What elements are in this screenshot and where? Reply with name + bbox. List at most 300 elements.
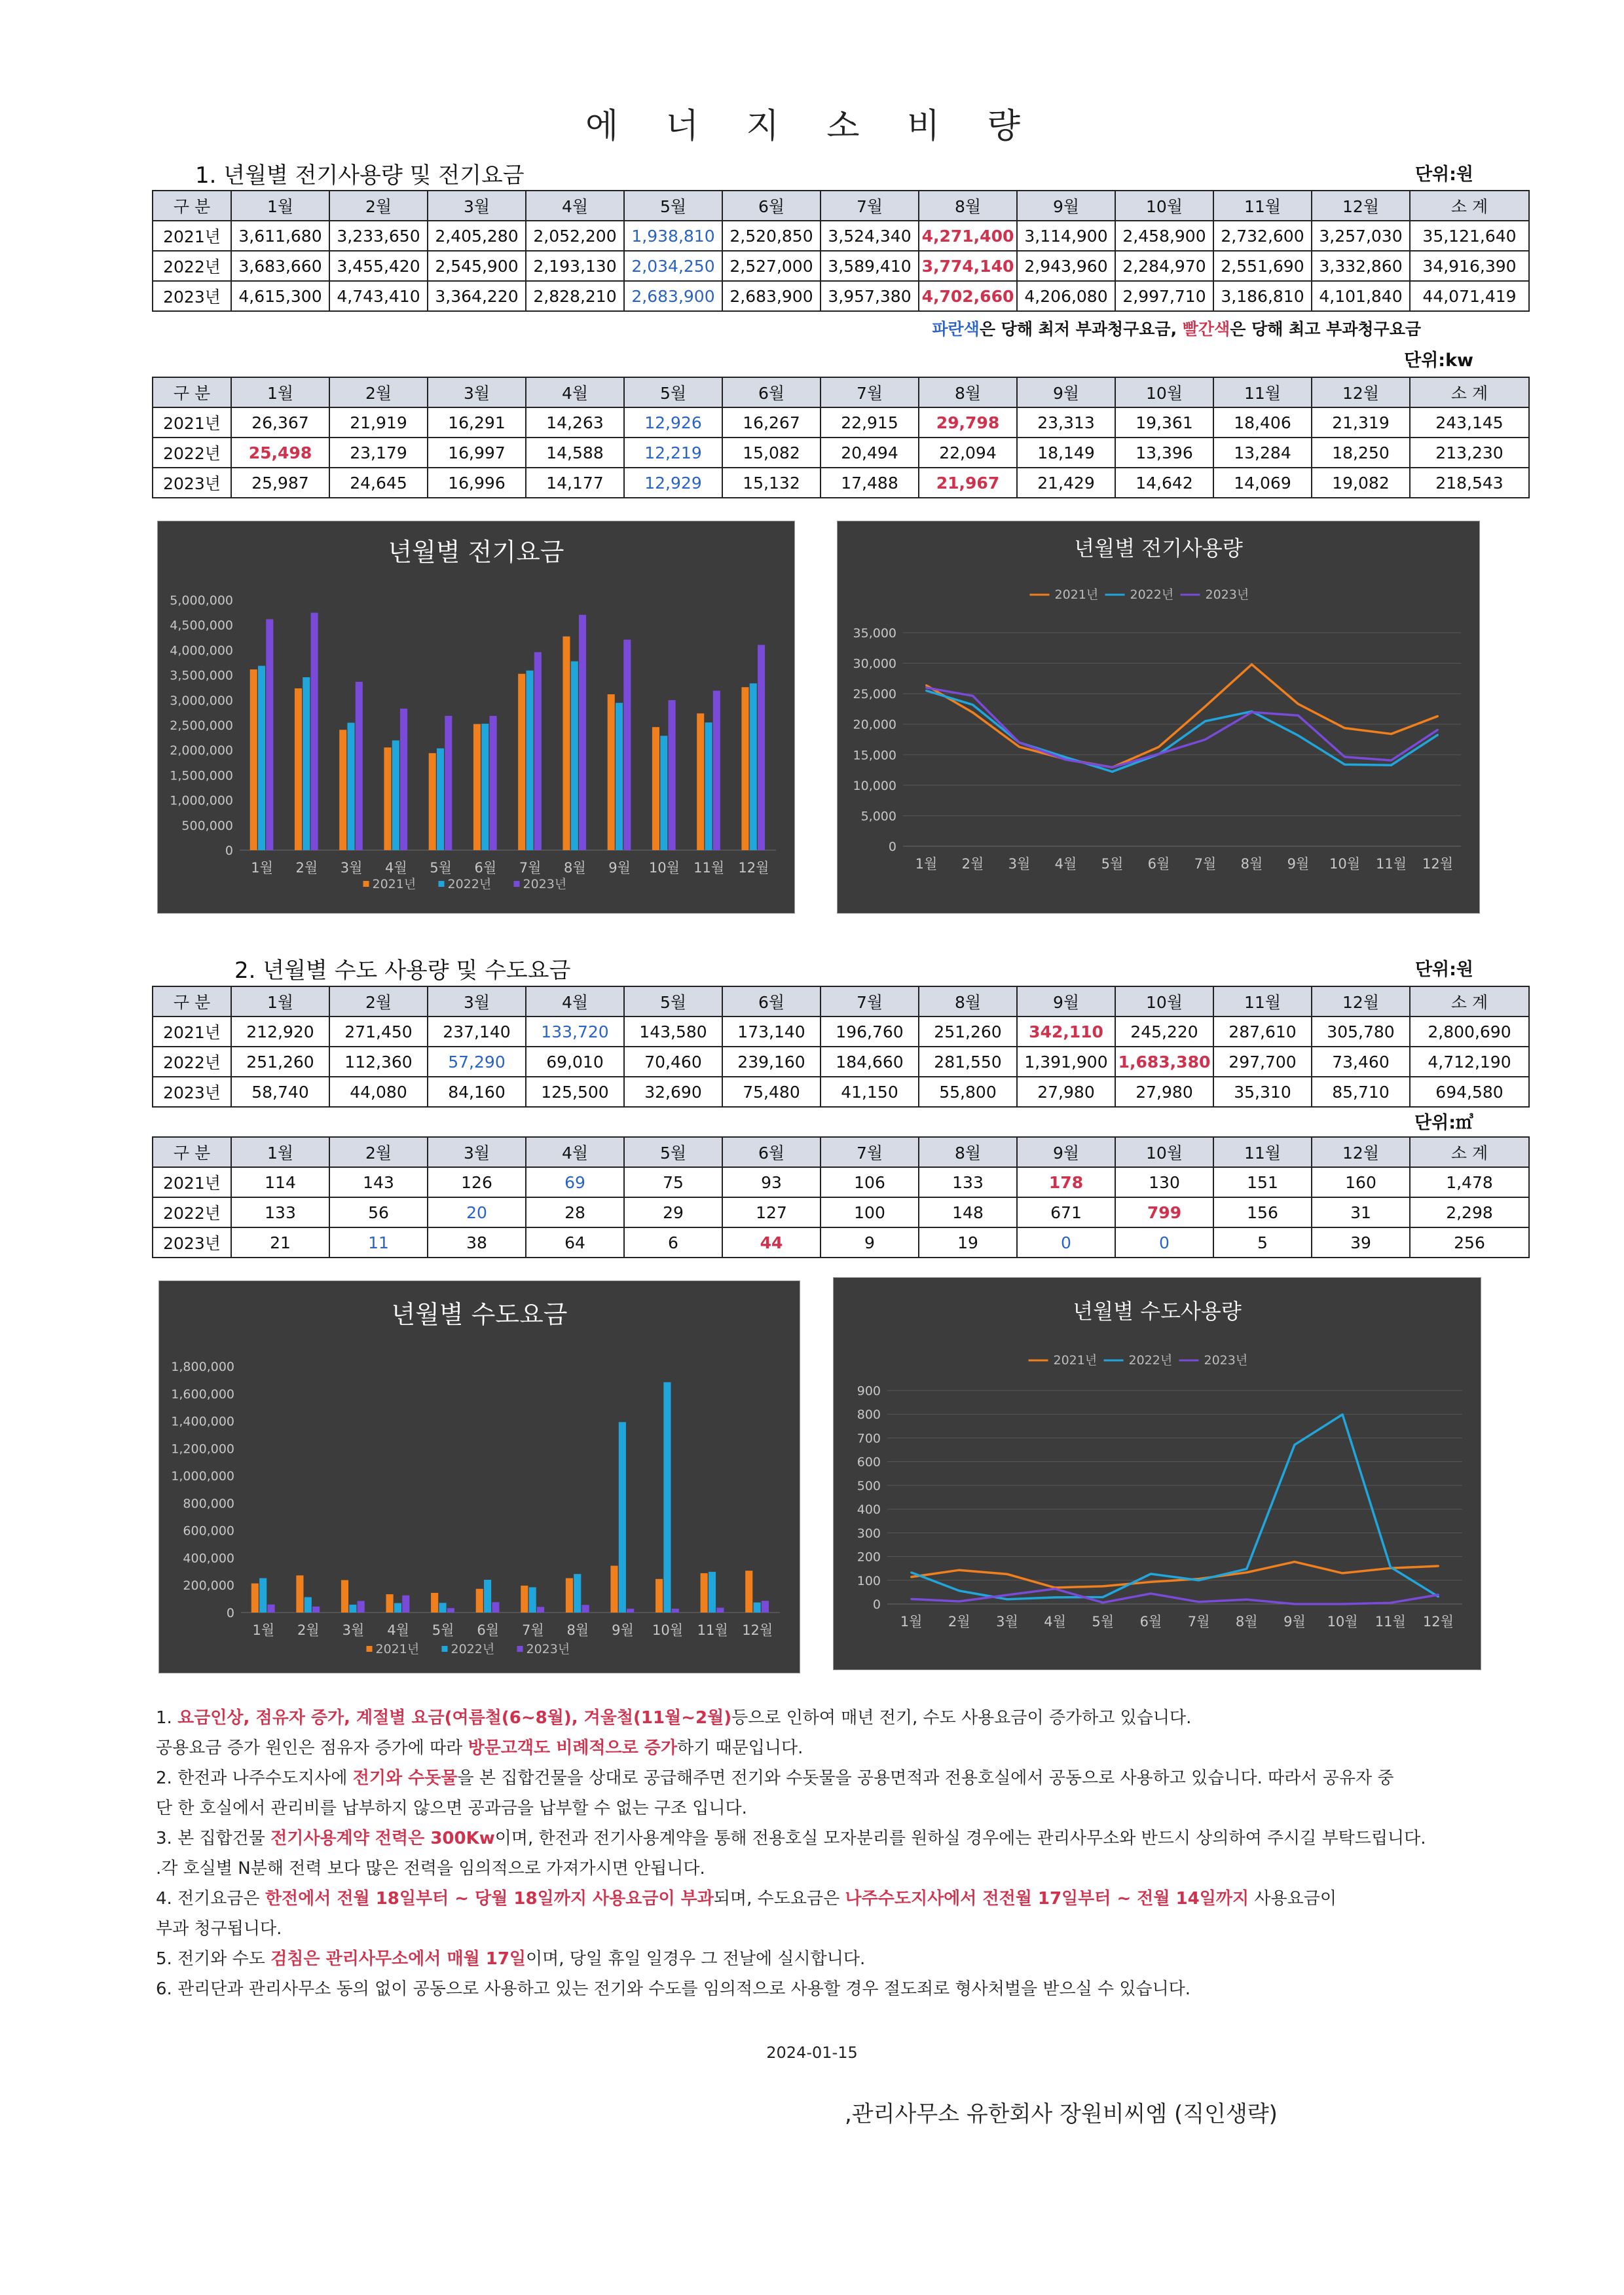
y-tick-label: 500,000 [181, 818, 233, 833]
table-cell: 1,391,900 [1017, 1047, 1115, 1077]
note-line [156, 1944, 1518, 1974]
data-point [1006, 1573, 1008, 1575]
table-cell: 15,132 [722, 468, 821, 498]
data-point [1018, 746, 1020, 748]
x-tick-label: 1월 [900, 1614, 923, 1630]
water-fee-table [152, 986, 1530, 1108]
legend-swatch [514, 881, 520, 887]
column-header: 5월 [624, 986, 722, 1017]
color-legend-note [655, 316, 1421, 340]
table-cell: 2,683,900 [624, 281, 722, 311]
bar-2023년 [534, 652, 542, 850]
x-tick-label: 5월 [432, 1622, 454, 1638]
bar-2022년 [750, 683, 757, 850]
table-cell: 156 [1213, 1197, 1312, 1227]
column-header: 11월 [1213, 377, 1312, 407]
data-point [1150, 1573, 1152, 1575]
column-header: 소 계 [1410, 1137, 1529, 1167]
bar-2022년 [481, 724, 489, 850]
data-point [1054, 1596, 1056, 1598]
bar-2023년 [400, 709, 407, 850]
data-point [1390, 1566, 1392, 1568]
table-cell: 25,498 [231, 438, 329, 468]
column-header: 7월 [821, 1137, 919, 1167]
table-cell: 239,160 [722, 1047, 821, 1077]
chart-title: 년월별 수도사용량 [1073, 1299, 1242, 1324]
column-header: 소 계 [1410, 377, 1529, 407]
legend-label: 2023년 [1205, 588, 1249, 602]
table-cell: 245,220 [1115, 1017, 1213, 1047]
data-point [1204, 705, 1206, 707]
bar-2021년 [473, 724, 481, 850]
bar-2021년 [521, 1586, 528, 1613]
table-cell: 24,645 [329, 468, 428, 498]
note-text: 되며, 수도요금은 [713, 1889, 845, 1909]
column-header: 11월 [1213, 191, 1312, 221]
note-text: 6. 관리단과 관리사무소 동의 없이 공동으로 사용하고 있는 전기와 수도를 임의적으로 사용할 경우 절도죄로 형사처벌을 받으실 수 있습니다. [156, 1979, 1191, 1999]
x-tick-label: 7월 [521, 1622, 544, 1638]
data-point [972, 704, 974, 706]
table-cell: 1,478 [1410, 1167, 1529, 1197]
data-point [1390, 1602, 1392, 1604]
legend-swatch [367, 1646, 373, 1652]
table-cell: 29 [624, 1197, 722, 1227]
legend-label: 2022년 [1128, 1353, 1173, 1368]
note-highlight: 요금인상, 점유자 증가, 계절별 요금(여름철(6~8월), 겨울철(11월~2월) [177, 1708, 732, 1728]
x-tick-label: 9월 [1287, 856, 1310, 872]
note-line [156, 1974, 1518, 2004]
column-header: 5월 [624, 1137, 722, 1167]
legend-label: 2023년 [523, 877, 567, 891]
x-tick-label: 9월 [1283, 1614, 1306, 1630]
legend-red-text: 은 당해 최고 부과청구요금 [1230, 320, 1421, 339]
table-cell: 21,967 [919, 468, 1017, 498]
table-cell: 3,524,340 [821, 221, 919, 251]
row-year: 2022년 [153, 1047, 231, 1077]
y-tick-label: 300 [857, 1526, 881, 1541]
data-point [1390, 733, 1392, 735]
column-header: 4월 [526, 191, 624, 221]
data-point [958, 1590, 960, 1592]
note-highlight: 방문고객도 비례적으로 증가 [468, 1738, 678, 1758]
table-cell: 6 [624, 1227, 722, 1258]
note-text: 2. 한전과 나주수도지사에 [156, 1768, 353, 1788]
row-year: 2022년 [153, 438, 231, 468]
data-point [1293, 1561, 1295, 1563]
table-cell: 2,527,000 [722, 251, 821, 281]
table-cell: 237,140 [428, 1017, 526, 1047]
column-header: 11월 [1213, 1137, 1312, 1167]
column-header: 4월 [526, 1137, 624, 1167]
table-cell: 2,551,690 [1213, 251, 1312, 281]
bar-2022년 [660, 736, 667, 850]
data-point [1297, 715, 1299, 717]
data-point [1150, 1581, 1152, 1583]
x-tick-label: 2월 [297, 1622, 320, 1638]
column-header: 8월 [919, 377, 1017, 407]
x-tick-label: 7월 [1187, 1614, 1210, 1630]
y-tick-label: 3,500,000 [170, 668, 233, 683]
table-cell: 21,919 [329, 407, 428, 438]
column-header: 10월 [1115, 377, 1213, 407]
table-cell: 5 [1213, 1227, 1312, 1258]
data-point [1437, 1594, 1439, 1595]
legend-label: 2023년 [526, 1642, 570, 1656]
row-year: 2023년 [153, 1077, 231, 1107]
x-tick-label: 11월 [693, 860, 725, 876]
data-point [1437, 715, 1439, 717]
table-cell: 29,798 [919, 407, 1017, 438]
table-cell: 38 [428, 1227, 526, 1258]
note-text: 5. 전기와 수도 [156, 1949, 271, 1969]
y-tick-label: 1,500,000 [170, 768, 233, 783]
column-header: 5월 [624, 191, 722, 221]
note-text: 부과 청구됩니다. [156, 1919, 282, 1939]
bar-2023년 [669, 700, 676, 850]
row-year: 2021년 [153, 221, 231, 251]
table-cell: 243,145 [1410, 407, 1529, 438]
table-cell: 44,080 [329, 1077, 428, 1107]
table-cell: 3,957,380 [821, 281, 919, 311]
table-cell: 27,980 [1017, 1077, 1115, 1107]
row-year: 2022년 [153, 251, 231, 281]
column-header: 소 계 [1410, 986, 1529, 1017]
column-header: 4월 [526, 377, 624, 407]
column-header: 3월 [428, 1137, 526, 1167]
bar-2022년 [529, 1587, 536, 1613]
column-header: 2월 [329, 1137, 428, 1167]
bar-2023년 [445, 716, 452, 850]
table-cell: 4,101,840 [1312, 281, 1410, 311]
table-cell: 213,230 [1410, 438, 1529, 468]
table-cell: 17,488 [821, 468, 919, 498]
table-cell: 15,082 [722, 438, 821, 468]
bar-2023년 [311, 613, 318, 850]
data-point [1342, 1572, 1344, 1574]
x-tick-label: 4월 [385, 860, 407, 876]
table-cell: 25,987 [231, 468, 329, 498]
table-cell: 3,114,900 [1017, 221, 1115, 251]
row-year: 2023년 [153, 468, 231, 498]
series-line-2021년 [912, 1562, 1439, 1588]
table-row [153, 1077, 1529, 1107]
bar-2022년 [754, 1603, 761, 1613]
table-cell: 305,780 [1312, 1017, 1410, 1047]
bar-2023년 [490, 716, 497, 850]
note-text: 이며, 당일 휴일 일경우 그 전날에 실시합니다. [526, 1949, 866, 1969]
column-header: 2월 [329, 986, 428, 1017]
row-year: 2021년 [153, 1167, 231, 1197]
y-tick-label: 30,000 [853, 656, 896, 671]
document-date: 2024-01-15 [766, 2043, 858, 2062]
data-point [910, 1571, 912, 1573]
data-point [1102, 1585, 1104, 1587]
y-tick-label: 700 [857, 1431, 881, 1446]
table-cell: 58,740 [231, 1077, 329, 1107]
table-row [153, 468, 1529, 498]
y-tick-label: 35,000 [853, 626, 896, 641]
bar-2022년 [663, 1382, 671, 1613]
bar-2023년 [358, 1601, 365, 1613]
chart-title: 년월별 수도요금 [391, 1300, 568, 1329]
note-line [156, 1703, 1518, 1733]
data-point [1342, 1603, 1344, 1605]
table-cell: 0 [1017, 1227, 1115, 1258]
bar-2022년 [709, 1572, 716, 1613]
x-tick-label: 8월 [564, 860, 586, 876]
table-cell: 28 [526, 1197, 624, 1227]
bar-2023년 [579, 615, 586, 850]
bar-2021년 [429, 753, 436, 850]
column-header: 10월 [1115, 986, 1213, 1017]
signature: ,관리사무소 유한회사 장원비씨엠 (직인생략) [845, 2101, 1278, 2127]
note-line [156, 1763, 1518, 1793]
table-cell: 3,257,030 [1312, 221, 1410, 251]
table-cell: 75 [624, 1167, 722, 1197]
water-fee-chart [158, 1280, 800, 1673]
y-tick-label: 500 [857, 1478, 881, 1493]
table-cell: 73,460 [1312, 1047, 1410, 1077]
note-text: 이며, 한전과 전기사용계약을 통해 전용호실 모자분리를 원하실 경우에는 관리사무소와 반드시 상의하여 주시길 부탁드립니다. [494, 1829, 1426, 1848]
table-cell: 297,700 [1213, 1047, 1312, 1077]
bar-2023년 [492, 1602, 499, 1613]
x-tick-label: 6월 [1139, 1614, 1162, 1630]
table-cell: 69 [526, 1167, 624, 1197]
bar-2022년 [394, 1603, 401, 1613]
legend-label: 2021년 [1053, 1353, 1098, 1368]
column-header: 12월 [1312, 377, 1410, 407]
bar-2021년 [431, 1593, 438, 1613]
data-point [1150, 1593, 1152, 1595]
legend-label: 2022년 [1130, 588, 1174, 602]
bar-2023년 [716, 1608, 724, 1613]
bar-2023년 [537, 1607, 544, 1613]
table-cell: 4,206,080 [1017, 281, 1115, 311]
y-tick-label: 200 [857, 1550, 881, 1565]
table-cell: 271,450 [329, 1017, 428, 1047]
table-row [153, 251, 1529, 281]
table-cell: 14,588 [526, 438, 624, 468]
table-cell: 4,615,300 [231, 281, 329, 311]
column-header: 1월 [231, 377, 329, 407]
data-point [1344, 756, 1346, 758]
table-cell: 2,732,600 [1213, 221, 1312, 251]
table-cell: 0 [1115, 1227, 1213, 1258]
data-point [1018, 741, 1020, 743]
data-point [1204, 739, 1206, 741]
table-cell: 22,094 [919, 438, 1017, 468]
x-tick-label: 5월 [430, 860, 452, 876]
y-tick-label: 5,000 [860, 809, 896, 824]
bar-2022년 [347, 722, 354, 850]
bar-2023년 [447, 1608, 454, 1613]
y-tick-label: 20,000 [853, 717, 896, 732]
bar-2021년 [652, 727, 659, 850]
table-cell: 18,250 [1312, 438, 1410, 468]
x-tick-label: 8월 [1240, 856, 1263, 872]
data-point [1293, 1603, 1295, 1605]
y-tick-label: 900 [857, 1384, 881, 1398]
x-tick-label: 7월 [519, 860, 542, 876]
column-header: 2월 [329, 191, 428, 221]
section1-usage-unit: 단위:kw [1404, 350, 1473, 371]
table-cell: 2,800,690 [1410, 1017, 1529, 1047]
data-point [1006, 1594, 1008, 1596]
note-text: 사용요금이 [1249, 1889, 1337, 1909]
x-tick-label: 5월 [1101, 856, 1124, 872]
chart-title: 년월별 전기요금 [388, 538, 564, 567]
x-tick-label: 10월 [1327, 1614, 1358, 1630]
column-header: 구 분 [153, 986, 231, 1017]
note-text: 4. 전기요금은 [156, 1889, 265, 1909]
electricity-fee-table [152, 190, 1530, 312]
x-tick-label: 6월 [477, 1622, 500, 1638]
table-cell: 23,179 [329, 438, 428, 468]
column-header: 구 분 [153, 377, 231, 407]
table-cell: 18,406 [1213, 407, 1312, 438]
bar-2022년 [484, 1580, 491, 1613]
y-tick-label: 200,000 [183, 1578, 234, 1594]
table-cell: 112,360 [329, 1047, 428, 1077]
note-text: .각 호실별 N분해 전력 보다 많은 전력을 임의적으로 가져가시면 안됩니다. [156, 1859, 705, 1878]
table-cell: 281,550 [919, 1047, 1017, 1077]
bar-2021년 [701, 1573, 708, 1613]
x-tick-label: 10월 [648, 860, 680, 876]
column-header: 9월 [1017, 986, 1115, 1017]
table-cell: 19,082 [1312, 468, 1410, 498]
table-cell: 4,712,190 [1410, 1047, 1529, 1077]
column-header: 2월 [329, 377, 428, 407]
table-cell: 3,589,410 [821, 251, 919, 281]
table-cell: 2,052,200 [526, 221, 624, 251]
bar-2022년 [526, 671, 533, 850]
y-tick-label: 15,000 [853, 748, 896, 763]
data-point [1437, 1565, 1439, 1567]
y-tick-label: 2,500,000 [170, 718, 233, 733]
x-tick-label: 6월 [474, 860, 497, 876]
bar-2021년 [476, 1589, 483, 1613]
bar-2021년 [339, 730, 346, 850]
table-cell: 14,069 [1213, 468, 1312, 498]
bar-2022년 [349, 1605, 356, 1613]
series-line-2023년 [912, 1589, 1439, 1604]
x-tick-label: 11월 [1375, 856, 1407, 872]
row-year: 2021년 [153, 1017, 231, 1047]
bar-2023년 [713, 691, 720, 850]
bar-2023년 [356, 682, 363, 850]
y-tick-label: 1,600,000 [171, 1387, 234, 1402]
table-cell: 4,702,660 [919, 281, 1017, 311]
table-cell: 1,938,810 [624, 221, 722, 251]
data-point [1111, 766, 1113, 768]
x-tick-label: 10월 [1329, 856, 1361, 872]
note-highlight: 검침은 관리사무소에서 매월 17일 [270, 1949, 526, 1969]
table-cell: 69,010 [526, 1047, 624, 1077]
bar-2021년 [745, 1571, 752, 1613]
x-tick-label: 2월 [295, 860, 318, 876]
table-cell: 148 [919, 1197, 1017, 1227]
bar-2021년 [296, 1575, 303, 1613]
section2-usage-unit: 단위:㎥ [1414, 1113, 1473, 1133]
table-cell: 85,710 [1312, 1077, 1410, 1107]
table-cell: 20,494 [821, 438, 919, 468]
data-point [1251, 711, 1253, 713]
note-line [156, 1733, 1518, 1763]
water-usage-table [152, 1136, 1530, 1258]
bar-2023년 [266, 619, 273, 850]
table-cell: 12,929 [624, 468, 722, 498]
table-cell: 3,364,220 [428, 281, 526, 311]
column-header: 3월 [428, 986, 526, 1017]
table-cell: 2,520,850 [722, 221, 821, 251]
x-tick-label: 4월 [1054, 856, 1077, 872]
legend-label: 2021년 [372, 877, 416, 891]
table-cell: 21 [231, 1227, 329, 1258]
bar-2021년 [250, 669, 257, 850]
data-point [1390, 764, 1392, 766]
bar-2021년 [610, 1566, 618, 1613]
table-cell: 20 [428, 1197, 526, 1227]
table-cell: 14,263 [526, 407, 624, 438]
data-point [1437, 734, 1439, 736]
legend-label: 2021년 [375, 1642, 420, 1656]
data-point [1198, 1579, 1200, 1581]
table-cell: 32,690 [624, 1077, 722, 1107]
column-header: 3월 [428, 191, 526, 221]
bar-2022년 [258, 666, 265, 850]
y-tick-label: 0 [872, 1597, 881, 1612]
table-cell: 21,429 [1017, 468, 1115, 498]
table-cell: 19,361 [1115, 407, 1213, 438]
table-cell: 251,260 [231, 1047, 329, 1077]
column-header: 6월 [722, 986, 821, 1017]
column-header: 1월 [231, 191, 329, 221]
note-text: 단 한 호실에서 관리비를 납부하지 않으면 공과금을 납부할 수 없는 구조 입니다. [156, 1799, 747, 1818]
table-cell: 100 [821, 1197, 919, 1227]
table-cell: 160 [1312, 1167, 1410, 1197]
table-cell: 2,828,210 [526, 281, 624, 311]
table-cell: 342,110 [1017, 1017, 1115, 1047]
data-point [1204, 720, 1206, 722]
table-cell: 251,260 [919, 1017, 1017, 1047]
bar-2021년 [295, 688, 302, 850]
y-tick-label: 4,000,000 [170, 643, 233, 658]
x-tick-label: 8월 [1235, 1614, 1258, 1630]
y-tick-label: 2,000,000 [170, 743, 233, 758]
note-line [156, 1823, 1518, 1854]
column-header: 9월 [1017, 1137, 1115, 1167]
column-header: 1월 [231, 1137, 329, 1167]
bar-2023년 [627, 1609, 634, 1613]
legend-swatch [517, 1646, 523, 1652]
legend-label: 2022년 [451, 1642, 495, 1656]
y-tick-label: 1,400,000 [171, 1414, 234, 1429]
table-cell: 125,500 [526, 1077, 624, 1107]
table-cell: 3,455,420 [329, 251, 428, 281]
table-cell: 694,580 [1410, 1077, 1529, 1107]
y-tick-label: 1,800,000 [171, 1360, 234, 1374]
electricity-fee-chart [157, 521, 795, 914]
x-tick-label: 5월 [1092, 1614, 1115, 1630]
note-text: 하기 때문입니다. [677, 1738, 803, 1758]
data-point [972, 695, 974, 697]
bar-2021년 [341, 1580, 348, 1613]
table-row [153, 221, 1529, 251]
table-cell: 93 [722, 1167, 821, 1197]
table-cell: 44,071,419 [1410, 281, 1529, 311]
bar-2023년 [762, 1601, 769, 1613]
table-cell: 2,458,900 [1115, 221, 1213, 251]
